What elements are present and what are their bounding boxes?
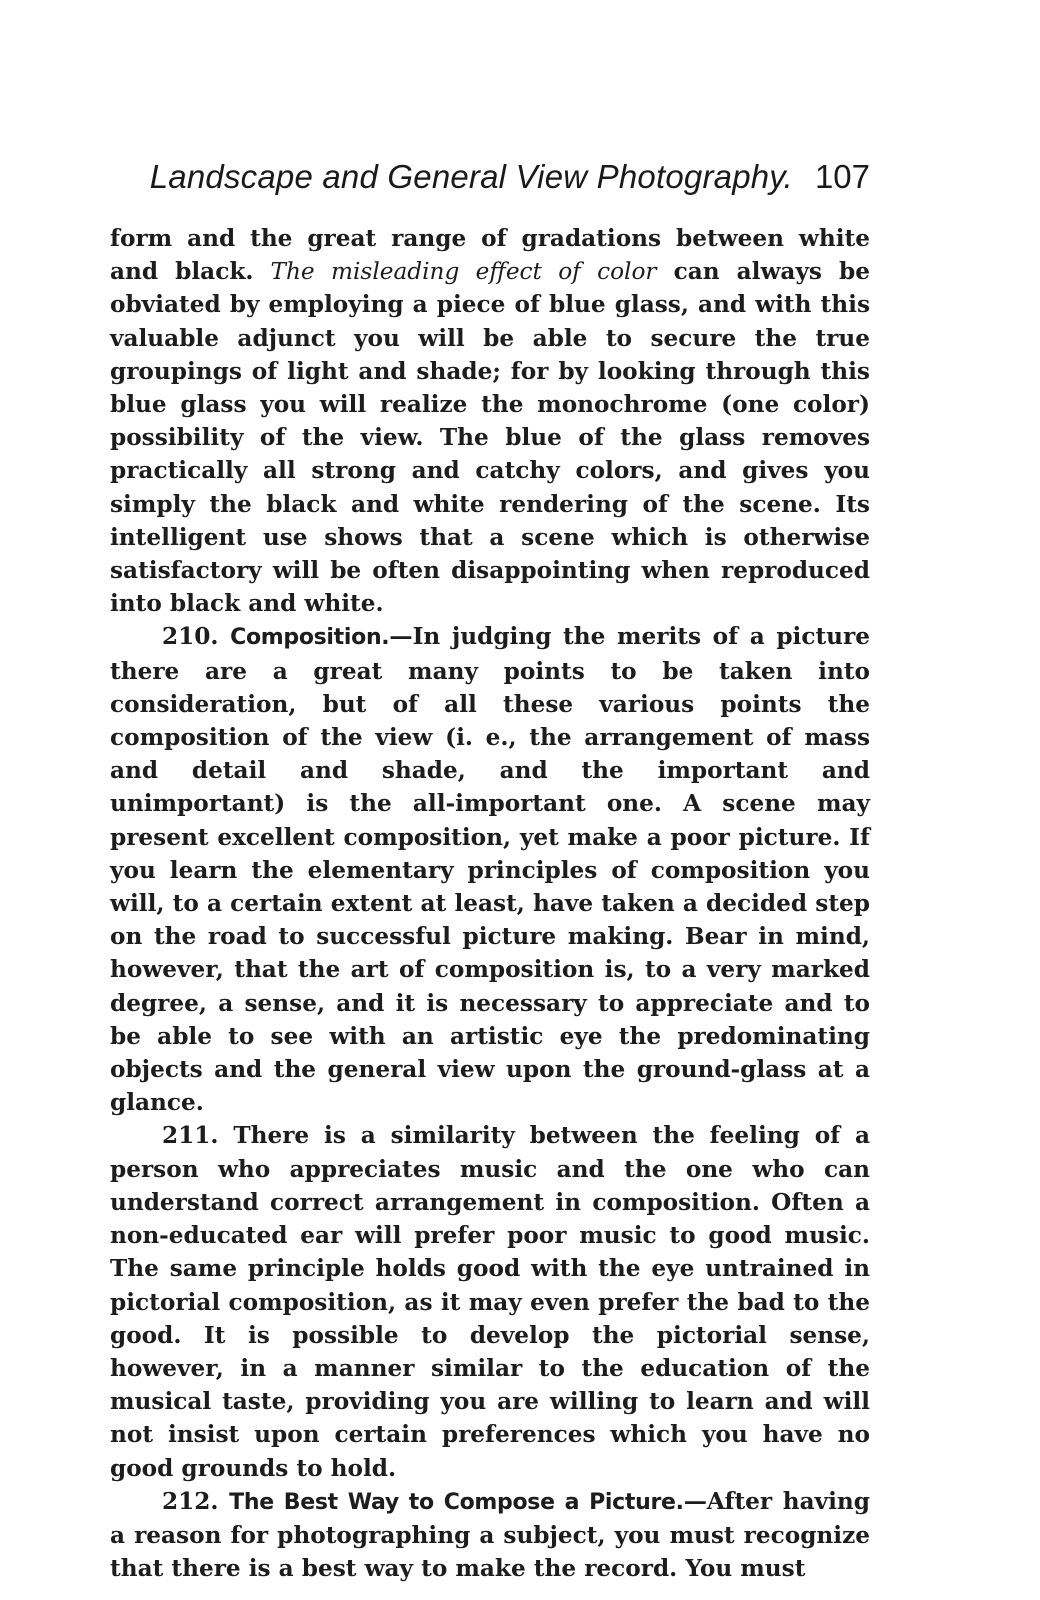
paragraph-text: can always be obviated by employing a piece of blue glass, and with this valuable adjunct you will be able to secure the true groupings of light and shade; for by looking through this blue glass you will realize the monochrome (one color) possibility of the view. The blue of the glass removes practically all strong and catchy colors, and gives you simply the black and white rendering of the scene. Its intelligent use shows that a scene which is otherwise satisfactory will be often disappointing when reproduced into black and white. xyxy=(110,258,871,618)
section-number: 210. xyxy=(162,623,231,651)
section-heading: The Best Way to Compose a Picture. xyxy=(229,1489,684,1515)
running-head xyxy=(110,158,870,216)
page-number: 107 xyxy=(814,158,870,195)
paragraph-212 xyxy=(110,1485,870,1586)
book-page xyxy=(110,158,870,1585)
paragraph-210 xyxy=(110,620,870,1119)
section-number: 211. xyxy=(162,1122,234,1150)
italic-phrase: The misleading effect of color xyxy=(270,258,657,286)
section-number: 212. xyxy=(162,1487,230,1515)
running-title: Landscape and General View Photography. xyxy=(149,158,793,195)
paragraph-text: —In judging the merits of a picture there are a great many points to be taken into consideration, but of all these various points the composition of the view (i. e., the arrangement of mass and detail and shade, and the important and unimportant) is the all-important one. A scene may present excellent composition, yet make a poor picture. If you learn the elementary principles of composition you will, to a certain extent at least, have taken a decided step on the road to successful picture making. Bear in mind, however, that the art of composition is, to a very marked degree, a sense, and it is necessary to appreciate and to be able to see with an artistic eye the predominating objects and the general view upon the ground-glass at a glance. xyxy=(110,623,871,1117)
paragraph-continuation xyxy=(110,222,870,620)
section-heading: Composition. xyxy=(230,625,390,651)
paragraph-text: form and the great range of gradations between white and black. xyxy=(110,225,870,286)
body-text xyxy=(110,222,870,1585)
paragraph-text: There is a similarity between the feeling of a person who appreciates music and the one who can understand correct arrangement in composition. Often a non-educated ear will prefer poor music to good music. The same principle holds good with the eye untrained in pictorial composition, as it may even prefer the bad to the good. It is possible to develop the pictorial sense, however, in a manner similar to the education of the musical taste, providing you are willing to learn and will not insist upon certain preferences which you have no good grounds to hold. xyxy=(110,1122,871,1482)
paragraph-211 xyxy=(110,1119,870,1484)
paragraph-text: —After having a reason for photographing a subject, you must recognize that there is a best way to make the record. You must xyxy=(110,1487,871,1583)
